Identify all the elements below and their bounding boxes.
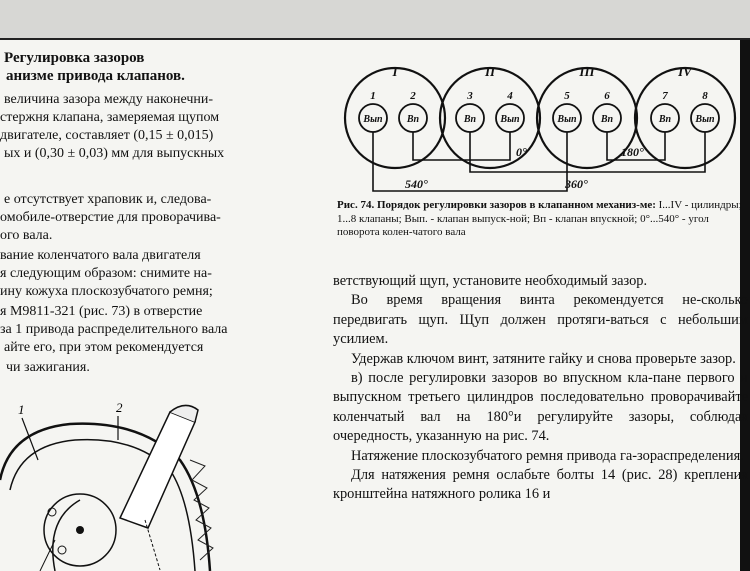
figure-74-caption [337, 199, 742, 240]
cylinder-circle [635, 68, 735, 168]
text-line: величина зазора между наконечни- [4, 92, 214, 107]
right-column [333, 48, 750, 571]
paragraph: Удержав ключом винт, затяните гайку и снова проверьте зазор. [351, 350, 736, 367]
valve-type: Вп [463, 114, 477, 125]
angle-0: 0° [516, 145, 527, 159]
paragraph: Во время вращения винта рекомендуется не-сколько передвигать щуп. Щуп должен протяги-ваться с небольшим усилием. [333, 292, 748, 348]
caption-title: Рис. 74. Порядок регулировки зазоров в клапанном механиз-ме: [337, 199, 656, 211]
text-line: вание коленчатого вала двигателя [0, 248, 201, 263]
cylinder-circle [345, 68, 445, 168]
text-line: я следующим образом: снимите на- [0, 266, 212, 281]
angle-360: 360° [565, 177, 588, 191]
paragraph: ветствующий щуп, установите необходимый зазор. [333, 273, 648, 289]
text-line: стержня клапана, замеряемая щупом [0, 110, 220, 125]
valve-number: 3 [467, 90, 473, 102]
paragraph: в) после регулировки зазоров во впускном кла-пане первого и выпускном третьего цилиндров последовательно проворачивайте коленчатый вал на 180°и регулируйте зазоры, соблюдая очередность, указанную на рис. 74. [333, 370, 748, 445]
text-line: чи зажигания. [6, 360, 90, 375]
header-rule [0, 38, 750, 40]
body-text [333, 272, 748, 505]
figure-label-1: 1 [18, 402, 25, 417]
valve-number: 5 [564, 90, 570, 102]
valve-number: 8 [702, 90, 708, 102]
text-line: ину кожуха плоскозубчатого ремня; [0, 284, 213, 299]
cylinder-label-2: II [484, 64, 496, 79]
top-margin-band [0, 0, 750, 38]
text-line: ого вала. [0, 228, 53, 243]
text-line: ых и (0,30 ± 0,03) мм для выпускных [4, 146, 225, 161]
caption-text: I...IV - цилиндры; 1...8 клапаны; Вып. - клапан выпуск-ной; Вп - клапан впускной; 0°...540° - угол поворота колен-чатого вала [337, 199, 742, 239]
valve-number: 7 [662, 90, 668, 102]
valve-number: 2 [410, 90, 416, 102]
valve-type: Вп [658, 114, 672, 125]
valve-type: Вып [557, 114, 577, 125]
paragraph: Натяжение плоскозубчатого ремня привода га-зораспределения. [351, 447, 744, 464]
paragraph: Для натяжения ремня ослабьте болты 14 (рис. 28) крепления кронштейна натяжного ролика 16 и [333, 467, 748, 503]
valve-number: 4 [507, 90, 513, 102]
angle-180: 180° [621, 145, 644, 159]
text-line: е отсутствует храповик и, следова- [4, 192, 212, 207]
valve-type: Вып [500, 114, 520, 125]
valve-number: 1 [370, 90, 376, 102]
figure-label-2: 2 [116, 400, 123, 415]
angle-540: 540° [405, 177, 428, 191]
valve-type: Вып [363, 114, 383, 125]
section-heading-line-1: Регулировка зазоров [4, 50, 145, 66]
text-line: айте его, при этом рекомендуется [4, 340, 204, 355]
valve-type: Вп [600, 114, 614, 125]
text-line: за 1 привода распределительного вала [0, 322, 228, 337]
cylinder-label-1: I [392, 64, 398, 79]
figure-73-drawing [0, 400, 230, 571]
valve-type: Вп [406, 114, 420, 125]
text-line: двигателе, составляет (0,15 ± 0,015) [0, 128, 214, 143]
text-line: омобиле-отверстие для проворачива- [0, 210, 221, 225]
cylinder-label-3: III [579, 64, 595, 79]
section-heading-line-2: анизме привода клапанов. [6, 68, 185, 84]
valve-type: Вып [695, 114, 715, 125]
text-line: я M9811-321 (рис. 73) в отверстие [0, 304, 203, 319]
figure-74-valve-diagram [333, 48, 750, 198]
cylinder-label-4: IV [678, 64, 692, 79]
valve-number: 6 [604, 90, 610, 102]
